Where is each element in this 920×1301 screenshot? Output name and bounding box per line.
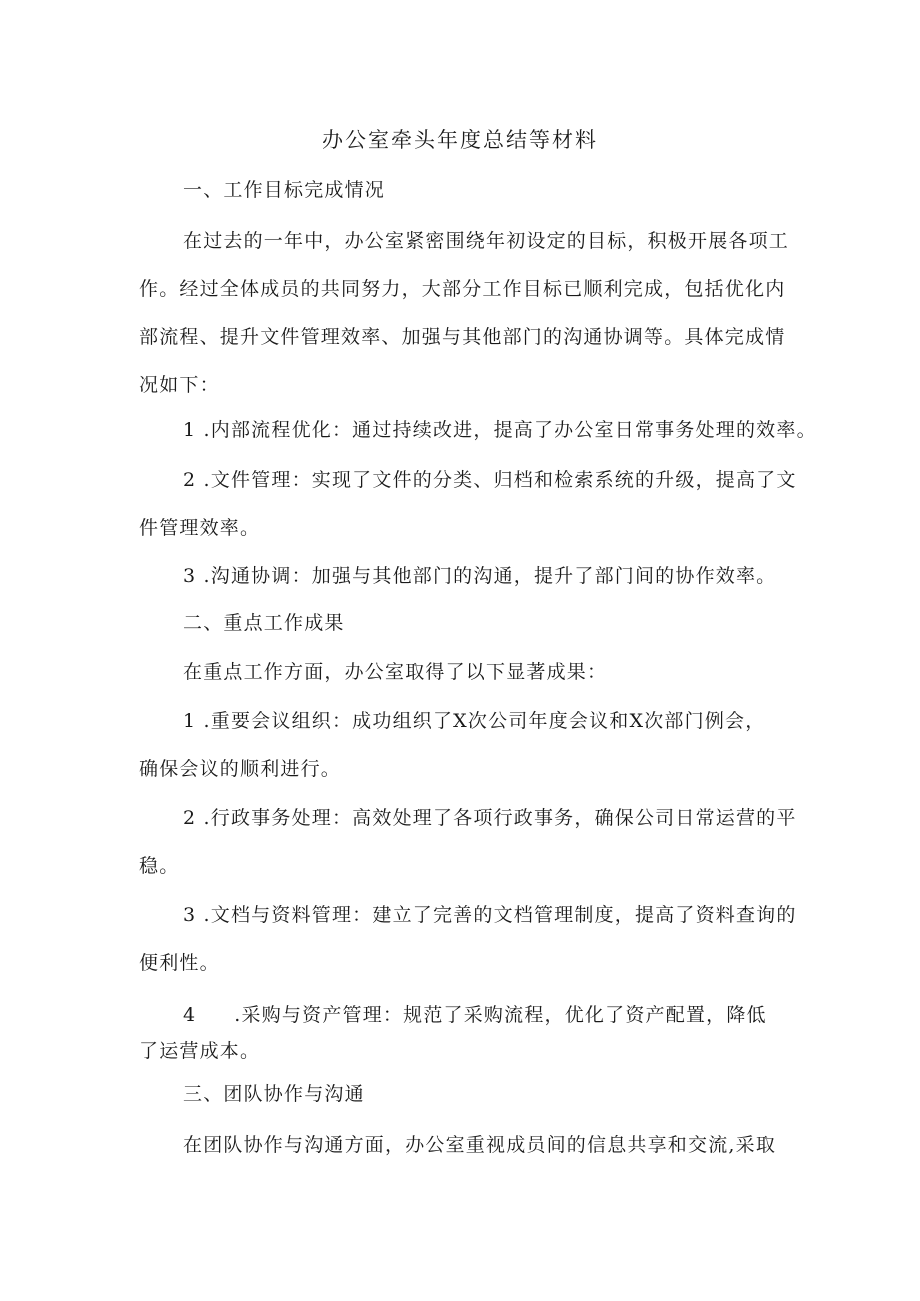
document-title: 办公室牵头年度总结等材料 <box>322 128 598 152</box>
section-1-item-1 <box>139 406 833 454</box>
section-2-item-4 <box>139 994 789 1072</box>
section-2-intro <box>139 648 833 696</box>
paragraph-line: 部流程、提升文件管理效率、加强与其他部门的沟通协调等。具体完成情 <box>139 326 786 348</box>
list-item-text: 2 .文件管理：实现了文件的分类、归档和检索系统的升级，提高了文 <box>183 469 797 491</box>
list-item-text: 3 .沟通协调：加强与其他部门的沟通，提升了部门间的协作效率。 <box>183 565 777 587</box>
list-item-text: 3 .文档与资料管理：建立了完善的文档管理制度，提高了资料查询的 <box>183 904 797 926</box>
list-item-text: 便利性。 <box>139 952 220 974</box>
paragraph-line: 作。经过全体成员的共同努力，大部分工作目标已顺利完成，包括优化内 <box>139 278 786 300</box>
section-1-item-2 <box>139 456 797 552</box>
paragraph-line: 况如下： <box>139 374 220 396</box>
list-item-text: 确保会议的顺利进行。 <box>139 758 342 780</box>
paragraph-line: 在过去的一年中，办公室紧密围绕年初设定的目标，积极开展各项工 <box>183 230 790 252</box>
paragraph-line: 在重点工作方面，办公室取得了以下显著成果： <box>183 661 608 683</box>
section-1-item-3 <box>139 552 833 600</box>
list-item-text: 件管理效率。 <box>139 517 261 539</box>
paragraph-line: 在团队协作与沟通方面，办公室重视成员间的信息共享和交流,采取 <box>183 1134 777 1156</box>
list-item-number: 4 <box>183 1004 197 1026</box>
section-3-intro <box>139 1121 833 1169</box>
list-item-text: 了运营成本。 <box>139 1040 261 1062</box>
section-2-item-1 <box>139 697 789 793</box>
section-heading-text: 二、重点工作成果 <box>183 612 345 634</box>
section-1-heading <box>139 166 833 214</box>
section-2-item-2 <box>139 794 797 890</box>
section-heading-text: 一、工作目标完成情况 <box>183 179 386 201</box>
list-item-text: .采购与资产管理：规范了采购流程，优化了资产配置，降低 <box>234 1004 767 1026</box>
list-item-text: 1 .重要会议组织：成功组织了X次公司年度会议和X次部门例会， <box>183 710 766 732</box>
section-2-heading <box>139 599 833 647</box>
section-3-heading <box>139 1070 833 1118</box>
list-item-text: 2 .行政事务处理：高效处理了各项行政事务，确保公司日常运营的平 <box>183 807 797 829</box>
section-2-item-3 <box>139 891 797 987</box>
list-item-text: 稳。 <box>139 855 180 877</box>
list-item-text: 1 .内部流程优化：通过持续改进，提高了办公室日常事务处理的效率。 <box>183 419 817 441</box>
section-1-intro-paragraph <box>139 217 789 409</box>
section-heading-text: 三、团队协作与沟通 <box>183 1083 365 1105</box>
